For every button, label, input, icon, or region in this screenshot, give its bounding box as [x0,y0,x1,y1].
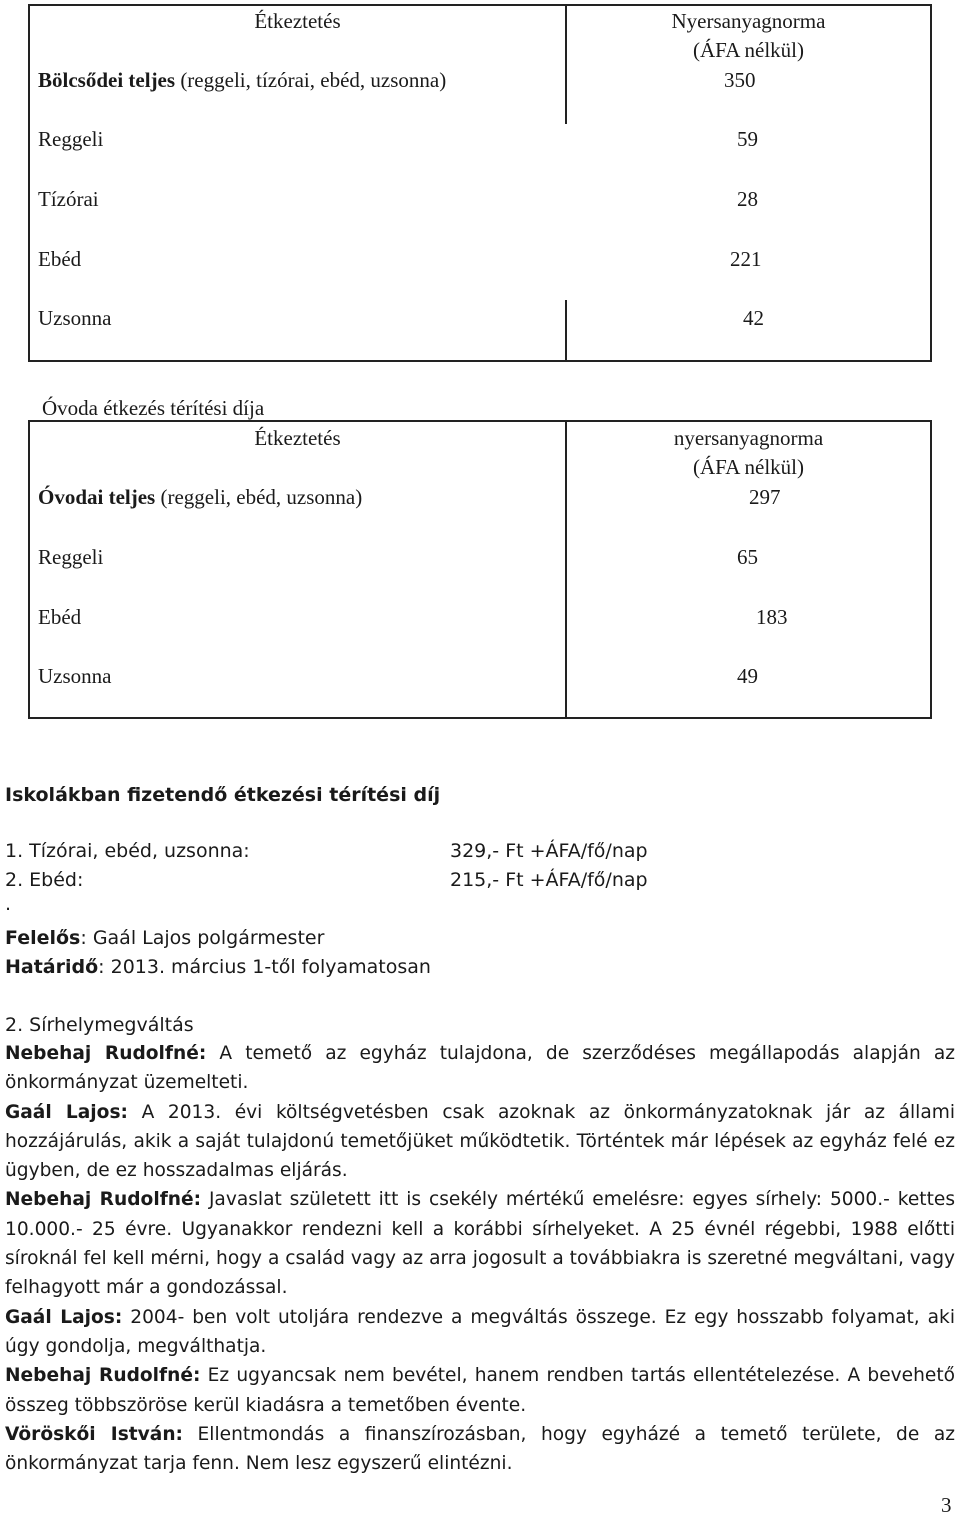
table-1-row-3-value: 221 [730,247,762,271]
table-2-row-2-value: 183 [756,605,788,629]
speaker: Vöröskői István: [5,1423,183,1445]
paragraph [5,1361,955,1420]
table-1-header-right-2: (ÁFA nélkül) [692,38,805,62]
speaker: Gaál Lajos: [5,1101,128,1123]
table-1-row-4-label: Uzsonna [38,306,112,330]
table-1-divider-lower [565,300,567,362]
paragraph-text: A 2013. évi költségvetésben csak azoknak az önkormányzatoknak jár az állami hozzájárulás, akik a saját tulajdonú temetőjüket működtetik. Történtek már lépések az egyház felé ez ügyben, de ez hosszadalmas eljárás. [5,1101,956,1182]
responsible-line [5,929,324,948]
section-2-body [5,1039,955,1478]
paragraph [5,1420,955,1479]
table-1-row-1-label: Reggeli [38,127,104,151]
page-number: 3 [941,1493,952,1517]
school-heading: Iskolákban fizetendő étkezési térítési díj [5,784,441,806]
table-1-row-0-label [38,70,446,91]
table-2-row-3-value: 49 [737,664,758,688]
row-label-bold: Bölcsődei teljes [38,68,176,92]
paragraph-text: 2004- ben volt utoljára rendezve a megváltás összege. Ez egy hosszabb folyamat, aki úgy gondolja, megválthatja. [5,1306,955,1357]
deadline-line [5,958,431,977]
speaker: Gaál Lajos: [5,1306,123,1328]
school-item-1-value: 329,- Ft +ÁFA/fő/nap [450,840,648,862]
table-1-row-2-value: 28 [737,187,758,211]
table-1-row-2-label: Tízórai [38,187,99,211]
school-dot: . [5,893,12,915]
paragraph-text: A temető az egyház tulajdona, de szerződéses megállapodás alapján az önkormányzat üzemelteti. [5,1043,955,1094]
paragraph-text: Ez ugyancsak nem bevétel, hanem rendben tartás ellentételezése. A bevehető összeg többszöröse kerül kiadásra a temetőben évente. [5,1365,955,1416]
responsible-label: Felelős [5,927,81,949]
paragraph [5,1098,955,1186]
deadline-label: Határidő [5,956,99,978]
table-1-row-3-label: Ebéd [38,247,82,271]
paragraph [5,1039,955,1098]
paragraph-text: Javaslat született itt is csekély mértékű emelésre: egyes sírhely: 5000.- kettes 10.000.- 25 évre. Ugyanakkor rendezni kell a korábbi sírhelyeket. A 25 évnél régebbi, 1988 előtti síroknál fel kell mérni, hogy a család vagy az arra jogosult a továbbiakra is szeretné megváltani, vagy felhagyott már a gondozással. [5,1189,956,1299]
row-label-bold: Óvodai teljes [38,485,156,509]
deadline-value: : 2013. március 1-től folyamatosan [98,956,431,978]
section-2-title: 2. Sírhelymegváltás [5,1014,194,1036]
school-item-2-value: 215,- Ft +ÁFA/fő/nap [450,869,648,891]
table-2-row-1-label: Reggeli [38,545,104,569]
table-1-header-left: Étkeztetés [254,9,341,33]
speaker: Nebehaj Rudolfné: [5,1365,201,1387]
paragraph [5,1185,955,1302]
table-2-row-1-value: 65 [737,545,758,569]
speaker: Nebehaj Rudolfné: [5,1189,202,1211]
table-2-row-2-label: Ebéd [38,605,82,629]
table-2-row-0-label [38,487,362,508]
table-2-row-0-value: 297 [749,485,781,509]
table-1-header-right-1: Nyersanyagnorma [671,9,826,33]
table-2-caption: Óvoda étkezés térítési díja [42,396,265,420]
table-1-row-0-value: 350 [724,68,756,92]
school-item-2-label: 2. Ebéd: [5,869,84,891]
row-label-rest: (reggeli, tízórai, ebéd, uzsonna) [175,68,447,92]
speaker: Nebehaj Rudolfné: [5,1043,207,1064]
responsible-value: : Gaál Lajos polgármester [80,927,325,949]
table-2-header-left: Étkeztetés [254,426,341,450]
table-2-header-right-1: nyersanyagnorma [673,426,824,450]
school-item-1-label: 1. Tízórai, ebéd, uzsonna: [5,840,250,862]
table-1-row-1-value: 59 [737,127,758,151]
table-2-row-3-label: Uzsonna [38,664,112,688]
paragraph-text: Ellentmondás a finanszírozásban, hogy egyházé a temető területe, de az önkormányzat tarja fenn. Nem lesz egyszerű elintézni. [5,1423,955,1475]
row-label-rest: (reggeli, ebéd, uzsonna) [155,485,363,509]
paragraph [5,1303,955,1362]
table-1-row-4-value: 42 [743,306,764,330]
table-2-header-right-2: (ÁFA nélkül) [692,455,805,479]
